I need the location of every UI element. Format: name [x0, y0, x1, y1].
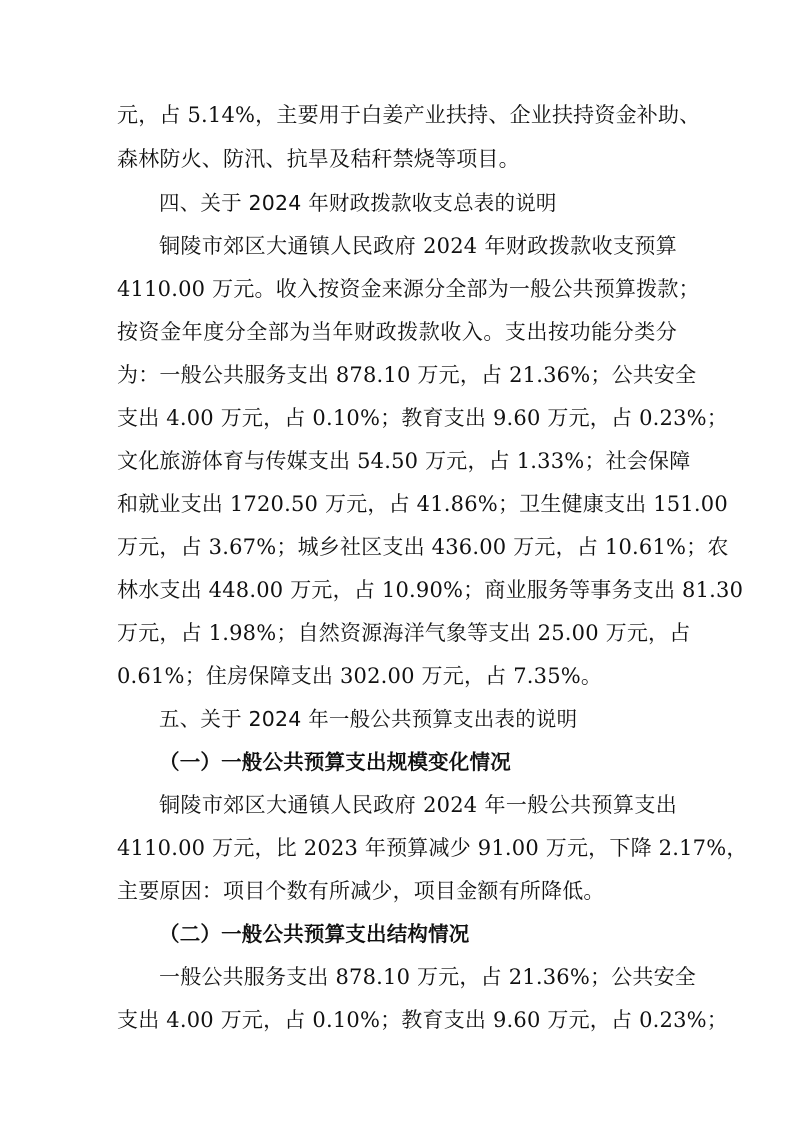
- paragraph-line: 支出 4.00 万元，占 0.10%；教育支出 9.60 万元，占 0.23%；: [117, 1008, 728, 1032]
- section-heading: 四、关于 2024 年财政拨款收支总表的说明: [159, 191, 557, 215]
- paragraph-line: 0.61%；住房保障支出 302.00 万元，占 7.35%。: [117, 664, 603, 688]
- paragraph-line: 支出 4.00 万元，占 0.10%；教育支出 9.60 万元，占 0.23%；: [117, 406, 728, 430]
- subsection-heading: （一）一般公共预算支出规模变化情况: [159, 750, 511, 774]
- paragraph-line: 万元，占 1.98%；自然资源海洋气象等支出 25.00 万元，占: [117, 621, 691, 645]
- paragraph-line: 森林防火、防汛、抗旱及秸秆禁烧等项目。: [117, 147, 520, 171]
- paragraph-line: 万元，占 3.67%；城乡社区支出 436.00 万元，占 10.61%；农: [117, 535, 729, 559]
- paragraph-line: 林水支出 448.00 万元，占 10.90%；商业服务等事务支出 81.30: [117, 578, 744, 602]
- paragraph-line: 和就业支出 1720.50 万元，占 41.86%；卫生健康支出 151.00: [117, 492, 728, 516]
- paragraph-line: 铜陵市郊区大通镇人民政府 2024 年一般公共预算支出: [159, 793, 677, 817]
- paragraph-line: 4110.00 万元，比 2023 年预算减少 91.00 万元，下降 2.17%，: [117, 836, 748, 860]
- paragraph-line: 为：一般公共服务支出 878.10 万元，占 21.36%；公共安全: [117, 363, 697, 387]
- subsection-heading: （二）一般公共预算支出结构情况: [159, 922, 470, 946]
- paragraph-line: 4110.00 万元。收入按资金来源分全部为一般公共预算拨款；: [117, 277, 700, 301]
- section-heading: 五、关于 2024 年一般公共预算支出表的说明: [159, 707, 578, 731]
- paragraph-line: 一般公共服务支出 878.10 万元，占 21.36%；公共安全: [159, 965, 696, 989]
- paragraph-line: 元，占 5.14%，主要用于白姜产业扶持、企业扶持资金补助、: [117, 103, 701, 127]
- paragraph-line: 主要原因：项目个数有所减少，项目金额有所降低。: [117, 879, 605, 903]
- paragraph-line: 铜陵市郊区大通镇人民政府 2024 年财政拨款收支预算: [159, 234, 677, 258]
- paragraph-line: 文化旅游体育与传媒支出 54.50 万元，占 1.33%；社会保障: [117, 449, 691, 473]
- paragraph-line: 按资金年度分全部为当年财政拨款收入。支出按功能分类分: [117, 320, 677, 344]
